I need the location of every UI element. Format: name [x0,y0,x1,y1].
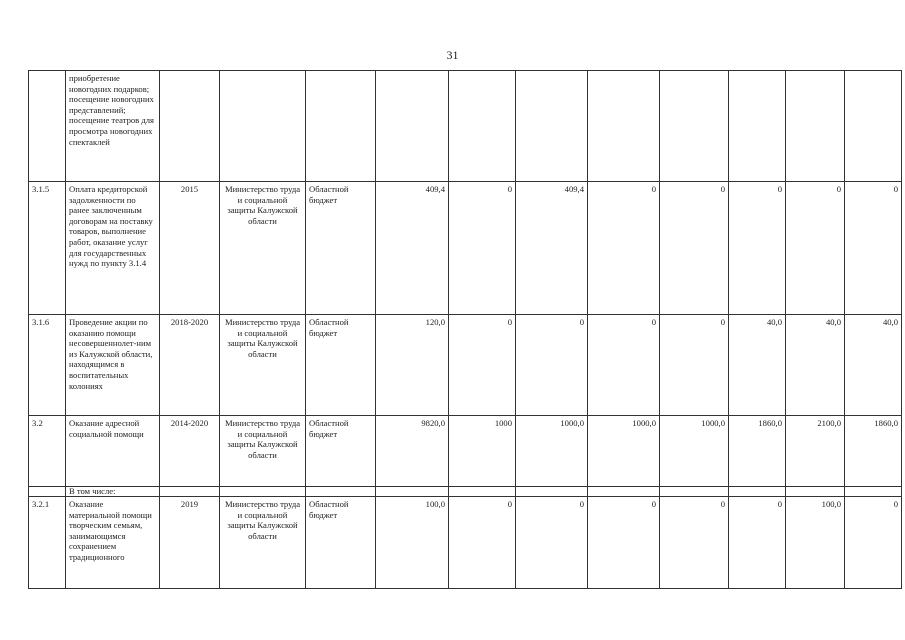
executor-cell [220,71,306,182]
year-value-cell: 2100,0 [786,416,845,487]
year-value-cell [845,71,902,182]
period-cell: 2019 [160,497,220,589]
year-value-cell: 1860,0 [845,416,902,487]
row-number [29,71,66,182]
table-row-subheader [29,487,902,497]
row-number: 3.2.1 [29,497,66,589]
year-value-cell: 1000,0 [516,416,588,487]
empty-cell [660,487,729,497]
period-cell: 2014-2020 [160,416,220,487]
year-value-cell: 0 [516,315,588,416]
empty-cell [160,487,220,497]
year-value-cell: 0 [786,182,845,315]
year-value-cell: 1000,0 [588,416,660,487]
empty-cell [786,487,845,497]
table-row [29,315,902,416]
measure-text: Проведение акции по оказанию помощи несовершеннолет-ним из Калужской области, находящимся в воспитательных колониях [66,315,160,416]
total-value-cell: 100,0 [376,497,449,589]
page-number: 31 [446,48,459,62]
year-value-cell: 0 [588,497,660,589]
row-number [29,487,66,497]
executor-cell: Министерство труда и социальной защиты Калужской области [220,182,306,315]
year-value-cell [588,71,660,182]
executor-cell: Министерство труда и социальной защиты Калужской области [220,416,306,487]
empty-cell [306,487,376,497]
year-value-cell: 1000 [449,416,516,487]
year-value-cell [449,71,516,182]
row-number: 3.1.5 [29,182,66,315]
year-value-cell: 0 [588,182,660,315]
funding-source-cell: Областной бюджет [306,497,376,589]
empty-cell [376,487,449,497]
program-table [28,70,902,589]
table-row [29,497,902,589]
empty-cell [516,487,588,497]
table-row [29,71,902,182]
year-value-cell: 0 [588,315,660,416]
executor-cell: Министерство труда и социальной защиты Калужской области [220,497,306,589]
empty-cell [845,487,902,497]
measure-text: Оказание материальной помощи творческим семьям, занимающимся сохранением традиционного [66,497,160,589]
funding-source-cell [306,71,376,182]
year-value-cell [516,71,588,182]
year-value-cell [729,71,786,182]
total-value-cell: 409,4 [376,182,449,315]
year-value-cell: 0 [660,182,729,315]
year-value-cell: 40,0 [786,315,845,416]
year-value-cell: 409,4 [516,182,588,315]
measure-text: Оплата кредиторской задолженности по ранее заключенным договорам на поставку товаров, выполнение работ, оказание услуг для государственных нужд по пункту 3.1.4 [66,182,160,315]
funding-source-cell: Областной бюджет [306,416,376,487]
year-value-cell: 40,0 [729,315,786,416]
total-value-cell: 120,0 [376,315,449,416]
year-value-cell [660,71,729,182]
period-cell [160,71,220,182]
year-value-cell: 0 [845,497,902,589]
year-value-cell: 0 [845,182,902,315]
measure-text: приобретение новогодних подарков; посещение новогодних представлений; посещение театров для просмотра новогодних спектаклей [66,71,160,182]
year-value-cell: 40,0 [845,315,902,416]
year-value-cell: 0 [449,182,516,315]
year-value-cell: 1860,0 [729,416,786,487]
year-value-cell: 0 [516,497,588,589]
subheader-label: В том числе: [66,487,160,497]
empty-cell [449,487,516,497]
year-value-cell: 0 [449,315,516,416]
year-value-cell: 0 [449,497,516,589]
funding-source-cell: Областной бюджет [306,315,376,416]
empty-cell [220,487,306,497]
year-value-cell: 0 [660,315,729,416]
year-value-cell: 100,0 [786,497,845,589]
year-value-cell [786,71,845,182]
measure-text: Оказание адресной социальной помощи [66,416,160,487]
year-value-cell: 0 [729,497,786,589]
table-row [29,416,902,487]
total-value-cell [376,71,449,182]
total-value-cell: 9820,0 [376,416,449,487]
empty-cell [729,487,786,497]
row-number: 3.2 [29,416,66,487]
funding-source-cell: Областной бюджет [306,182,376,315]
year-value-cell: 0 [660,497,729,589]
row-number: 3.1.6 [29,315,66,416]
table-row [29,182,902,315]
year-value-cell: 1000,0 [660,416,729,487]
year-value-cell: 0 [729,182,786,315]
period-cell: 2015 [160,182,220,315]
period-cell: 2018-2020 [160,315,220,416]
executor-cell: Министерство труда и социальной защиты Калужской области [220,315,306,416]
empty-cell [588,487,660,497]
